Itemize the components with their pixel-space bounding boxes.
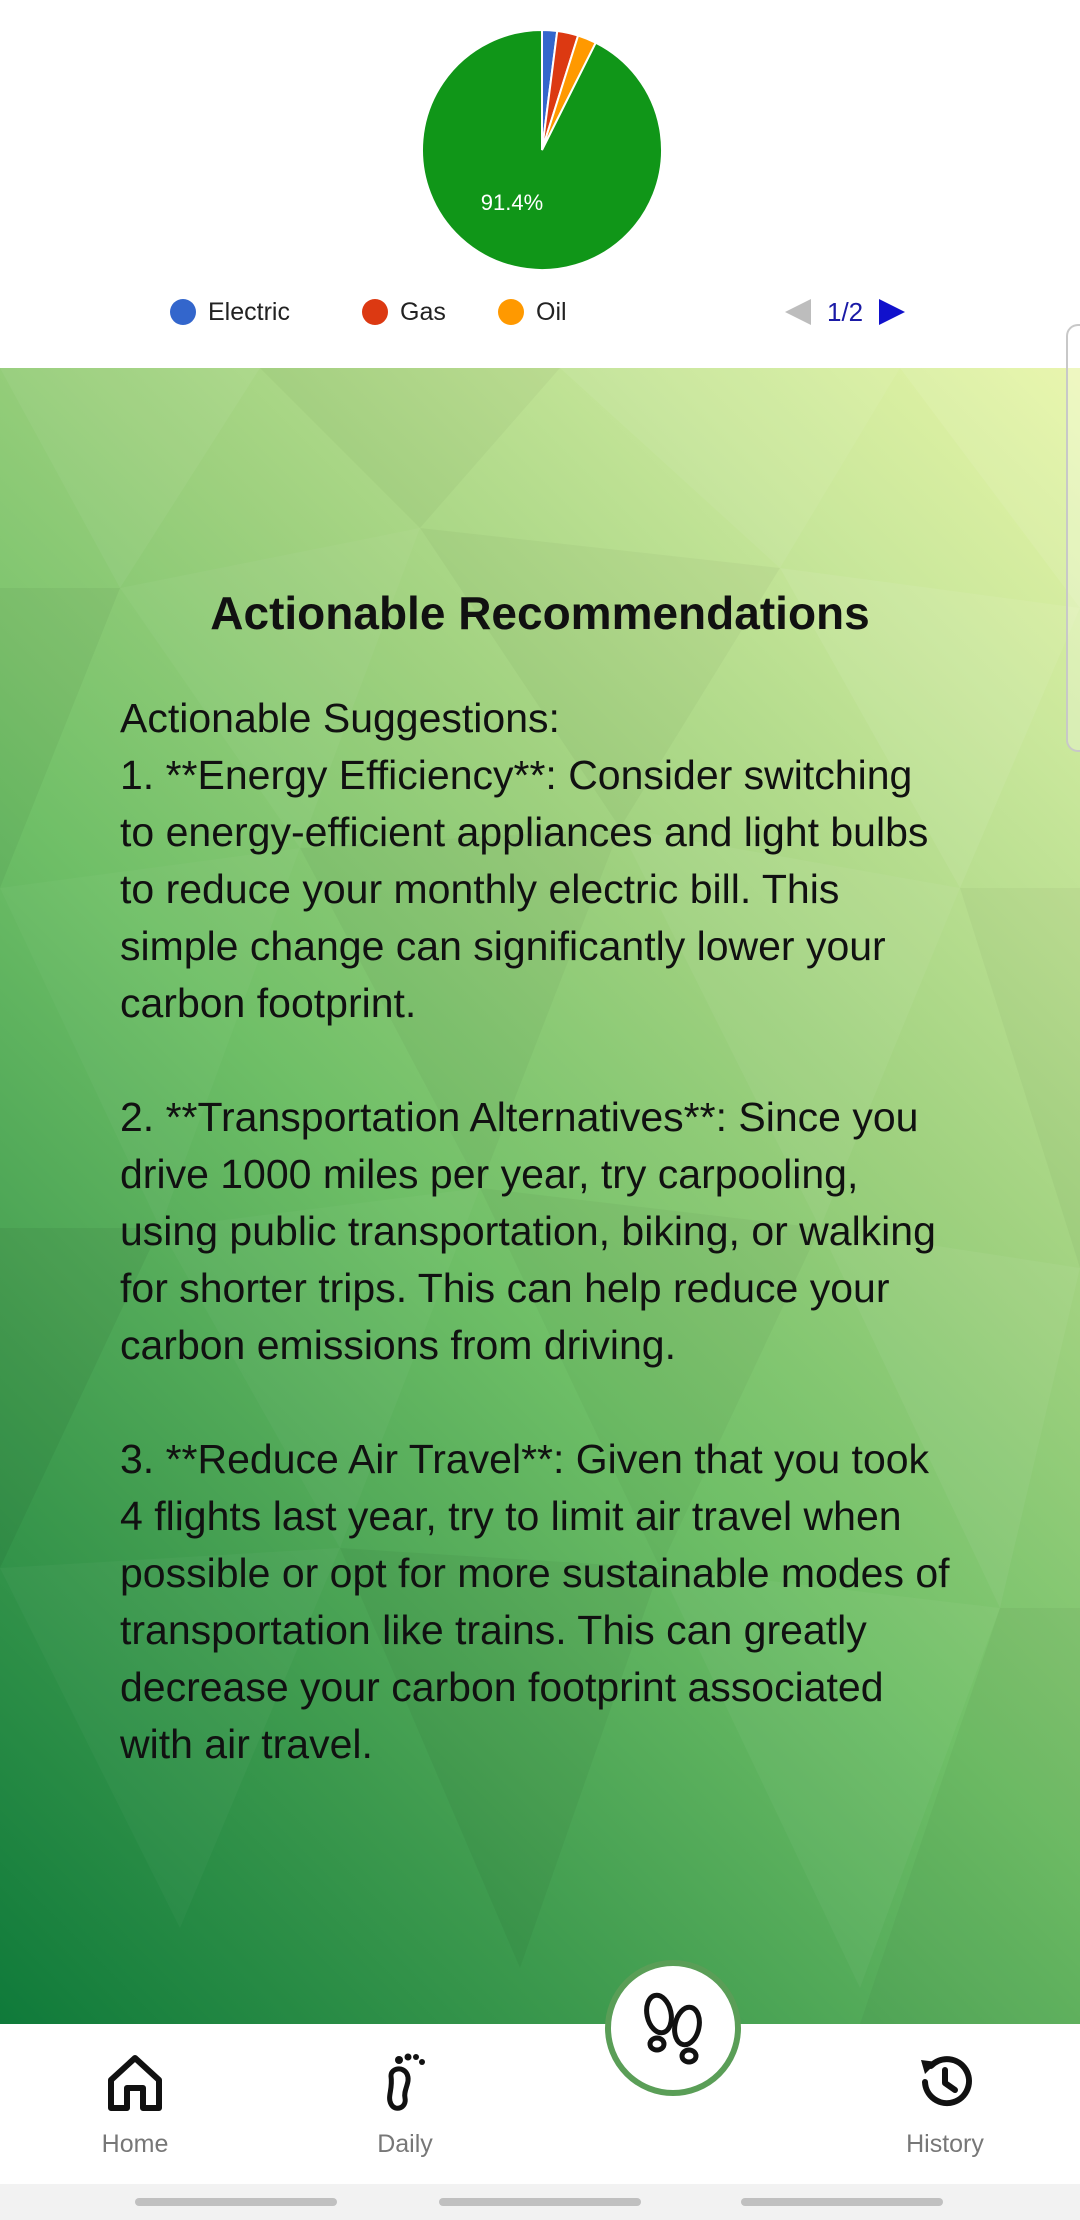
legend-label-oil: Oil — [536, 297, 567, 326]
pager-label: 1/2 — [827, 296, 864, 327]
side-panel-handle[interactable] — [1066, 324, 1080, 752]
nav-history[interactable] — [845, 2024, 1045, 2184]
nav-history-label: History — [906, 2130, 984, 2158]
center-action-button[interactable] — [605, 1960, 741, 2096]
pager-next-icon[interactable] — [879, 299, 905, 325]
pie-chart — [420, 28, 664, 272]
legend-item-gas — [362, 292, 446, 332]
legend-dot-gas — [362, 299, 388, 325]
history-icon — [913, 2050, 977, 2114]
nav-daily-label: Daily — [377, 2130, 433, 2158]
legend-label-gas: Gas — [400, 297, 446, 326]
legend-item-oil — [498, 292, 567, 332]
pie-data-label: 91.4% — [480, 190, 544, 215]
nav-daily[interactable] — [305, 2024, 505, 2184]
legend-dot-electric — [170, 299, 196, 325]
chart-section — [0, 0, 1080, 368]
recommendations-title: Actionable Recommendations — [210, 587, 870, 639]
pager-prev-icon[interactable] — [785, 299, 811, 325]
legend-item-electric — [170, 292, 290, 332]
bottom-navigation — [0, 2024, 1080, 2184]
home-icon — [103, 2050, 167, 2114]
system-pill-center[interactable] — [439, 2198, 641, 2206]
recommendations-section — [0, 368, 1080, 2024]
nav-home[interactable] — [35, 2024, 235, 2184]
legend-pager — [785, 292, 905, 332]
footsteps-icon — [637, 1988, 709, 2068]
system-pill-left[interactable] — [135, 2198, 337, 2206]
legend-label-electric: Electric — [208, 297, 290, 326]
system-pill-right[interactable] — [741, 2198, 943, 2206]
legend-dot-oil — [498, 299, 524, 325]
pie-slice-other[interactable] — [422, 30, 662, 270]
footprint-icon — [373, 2050, 437, 2114]
nav-home-label: Home — [101, 2130, 169, 2158]
system-navigation-bar — [0, 2184, 1080, 2220]
recommendations-text: Actionable Suggestions: 1. **Energy Efficiency**: Consider switching to energy-efficient appliances and light bulbs to reduce your monthly electric bill. This simple change can significantly lower your carbon footprint. 2. **Transportation Alternatives**: Since you drive 1000 miles per year, try carpooling, using public transportation, biking, or walking for shorter trips. This can help reduce your carbon emissions from driving. 3. **Reduce Air Travel**: Given that you took 4 flights last year, try to limit air travel when possible or opt for more sustainable modes of transportation like trains. This can greatly decrease your carbon footprint associated with air travel. — [120, 695, 950, 1767]
